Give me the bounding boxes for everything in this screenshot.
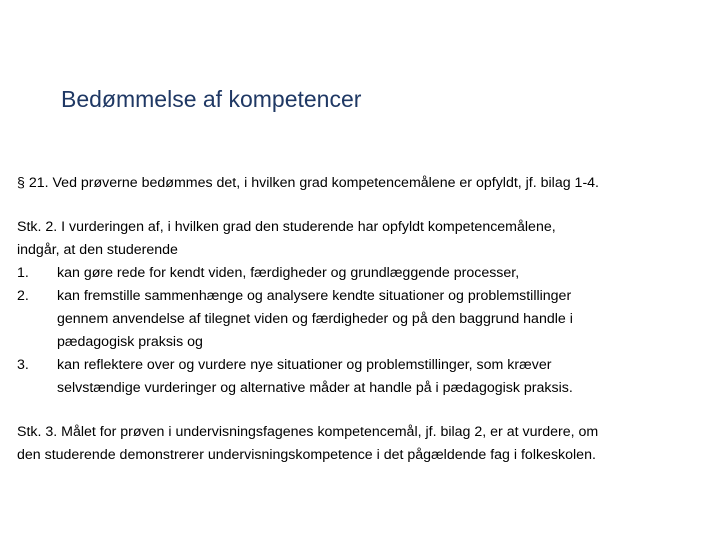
stk3-line1: Stk. 3. Målet for prøven i undervisningsfagenes kompetencemål, jf. bilag 2, er at vurdere, om: [17, 424, 599, 440]
spacer: [17, 400, 711, 421]
list-number: 2.: [17, 288, 29, 304]
paragraph-21: § 21. Ved prøverne bedømmes det, i hvilken grad kompetencemålene er opfyldt, jf. bilag 1-4.: [17, 175, 599, 191]
list-item: [17, 354, 711, 400]
list-item-line: gennem anvendelse af tilegnet viden og færdigheder og på den baggrund handle i: [57, 311, 573, 327]
stk3-line2: den studerende demonstrerer undervisningskompetence i det pågældende fag i folkeskolen.: [17, 447, 596, 463]
stk2-intro-line2: indgår, at den studerende: [17, 242, 178, 258]
criteria-list: [17, 262, 711, 400]
spacer: [17, 195, 711, 216]
list-item-line: kan gøre rede for kendt viden, færdigheder og grundlæggende processer,: [57, 265, 520, 281]
page-title: Bedømmelse af kompetencer: [61, 86, 362, 112]
list-item: [17, 262, 711, 285]
list-item-line: kan fremstille sammenhænge og analysere kendte situationer og problemstillinger: [57, 288, 572, 304]
list-item-line: selvstændige vurderinger og alternative måder at handle på i pædagogisk praksis.: [57, 380, 573, 396]
list-number: 1.: [17, 265, 29, 281]
list-item-line: kan reflektere over og vurdere nye situationer og problemstillinger, som kræver: [57, 357, 552, 373]
stk2-intro-line1: Stk. 2. I vurderingen af, i hvilken grad den studerende har opfyldt kompetencemålene,: [17, 219, 556, 235]
body-text: [17, 172, 711, 467]
list-item: [17, 285, 711, 354]
list-number: 3.: [17, 357, 29, 373]
list-item-line: pædagogisk praksis og: [57, 334, 203, 350]
